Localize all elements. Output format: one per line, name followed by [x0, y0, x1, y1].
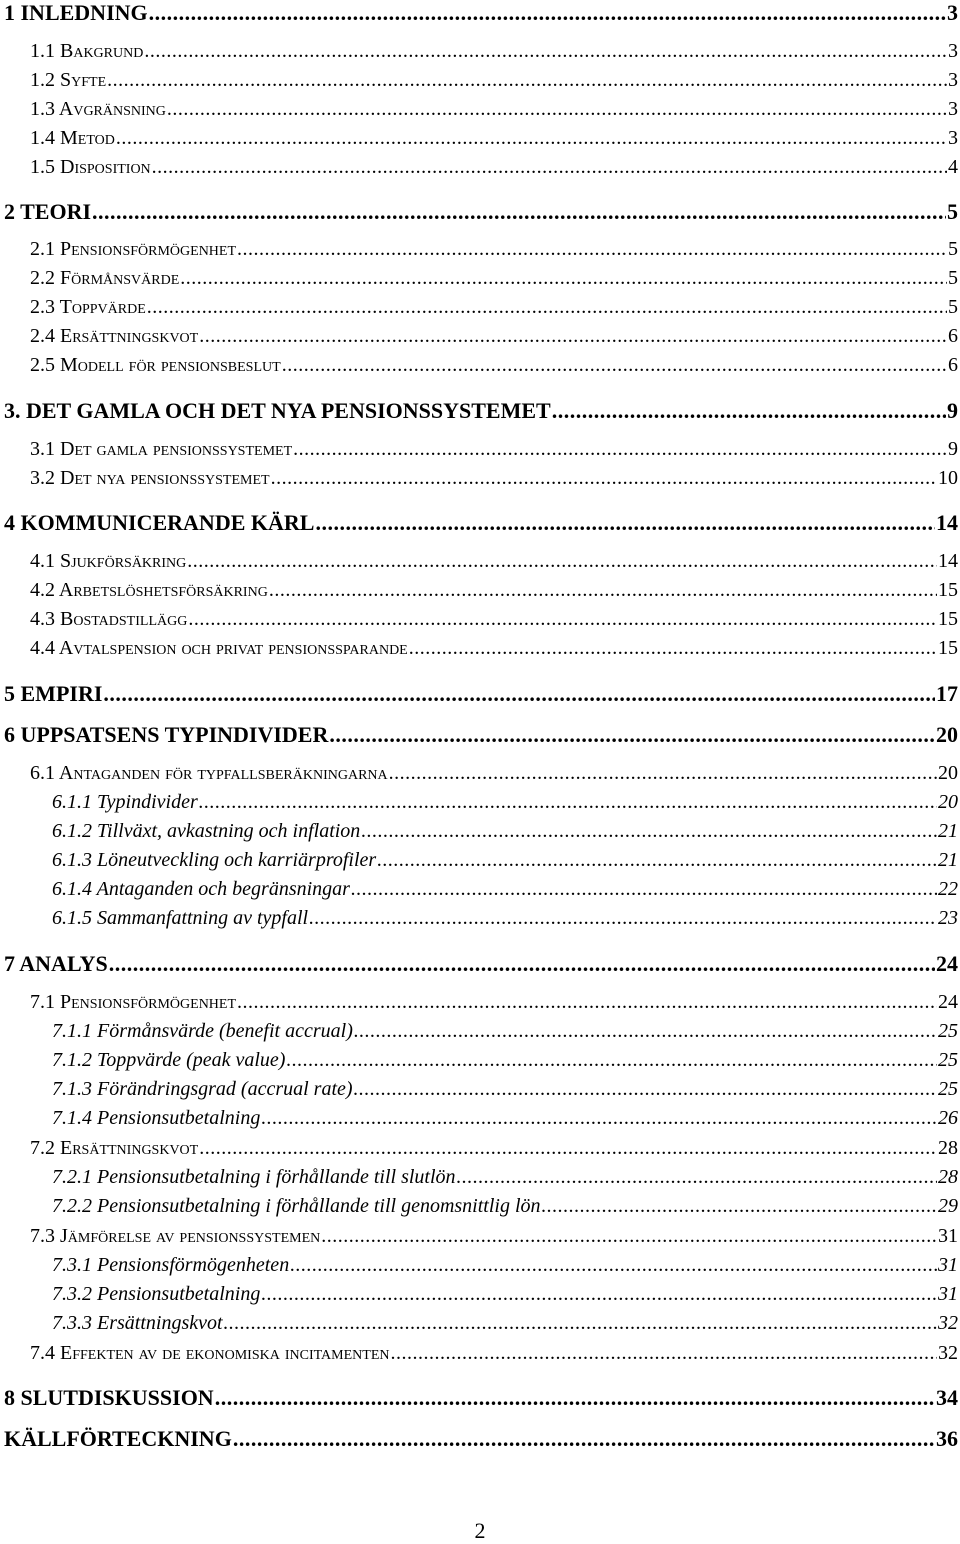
toc-entry[interactable] — [0, 1166, 960, 1192]
toc-entry-title: 6.1.1 Typindivider — [52, 791, 198, 813]
toc-entry-title: 2.4 Ersättningskvot — [30, 325, 199, 347]
toc-entry-title: 7.1.1 Förmånsvärde (benefit accrual) — [52, 1020, 353, 1042]
toc-entry[interactable] — [0, 1342, 960, 1368]
toc-entry-page: 15 — [938, 608, 958, 630]
toc-dot-leader — [92, 199, 946, 225]
toc-entry[interactable] — [0, 1283, 960, 1309]
toc-dot-leader — [542, 1195, 937, 1218]
toc-entry-page: 5 — [948, 296, 958, 318]
toc-entry[interactable] — [0, 1312, 960, 1338]
toc-entry[interactable] — [0, 127, 960, 153]
toc-entry-page: 24 — [938, 991, 958, 1013]
toc-entry-title: 2 TEORI — [4, 199, 92, 224]
toc-entry-page: 14 — [938, 550, 958, 572]
toc-entry[interactable] — [0, 156, 960, 182]
toc-entry-title: 4.1 Sjukförsäkring — [30, 550, 187, 572]
toc-entry[interactable] — [0, 398, 960, 424]
toc-dot-leader — [199, 791, 937, 814]
toc-entry[interactable] — [0, 1020, 960, 1046]
toc-entry[interactable] — [0, 1385, 960, 1411]
toc-entry[interactable] — [0, 296, 960, 322]
toc-entry-page: 10 — [938, 467, 958, 489]
toc-entry-title: 4.2 Arbetslöshetsförsäkring — [30, 579, 268, 601]
toc-dot-leader — [167, 98, 947, 121]
toc-entry-title: 7.2.2 Pensionsutbetalning i förhållande till genomsnittlig lön — [52, 1195, 541, 1217]
toc-entry-page: 20 — [936, 722, 958, 747]
toc-entry[interactable] — [0, 1225, 960, 1251]
toc-entry[interactable] — [0, 878, 960, 904]
toc-entry-title: 7.2.1 Pensionsutbetalning i förhållande till slutlön — [52, 1166, 456, 1188]
toc-entry[interactable] — [0, 199, 960, 225]
toc-entry-title: 1.1 Bakgrund — [30, 40, 144, 62]
toc-entry[interactable] — [0, 637, 960, 663]
toc-entry-page: 15 — [938, 579, 958, 601]
toc-dot-leader — [152, 156, 947, 179]
toc-entry[interactable] — [0, 438, 960, 464]
toc-entry-page: 29 — [938, 1195, 958, 1217]
toc-entry[interactable] — [0, 98, 960, 124]
toc-entry-title: 7.3 Jämförelse av pensionssystemen — [30, 1225, 321, 1247]
toc-dot-leader — [286, 1049, 937, 1072]
toc-entry[interactable] — [0, 762, 960, 788]
toc-dot-leader — [144, 40, 947, 63]
toc-entry-page: 3 — [948, 127, 958, 149]
toc-dot-leader — [199, 1137, 937, 1160]
toc-dot-leader — [271, 467, 937, 490]
toc-dot-leader — [269, 579, 937, 602]
toc-entry-title: 6.1.5 Sammanfattning av typfall — [52, 907, 309, 929]
toc-entry-page: 36 — [936, 1426, 958, 1451]
toc-entry[interactable] — [0, 238, 960, 264]
toc-entry-title: 7.1.3 Förändringsgrad (accrual rate) — [52, 1078, 353, 1100]
toc-entry-page: 5 — [948, 238, 958, 260]
toc-dot-leader — [147, 296, 947, 319]
toc-dot-leader — [457, 1166, 937, 1189]
toc-entry-page: 3 — [948, 69, 958, 91]
toc-entry-page: 17 — [936, 681, 958, 706]
toc-entry-page: 6 — [948, 354, 958, 376]
page-number: 2 — [474, 1518, 486, 1543]
toc-entry[interactable] — [0, 69, 960, 95]
toc-entry-page: 14 — [936, 510, 958, 535]
toc-entry-title: KÄLLFÖRTECKNING — [4, 1426, 232, 1451]
toc-dot-leader — [215, 1385, 935, 1411]
toc-entry-title: 7.3.1 Pensionsförmögenheten — [52, 1254, 290, 1276]
toc-dot-leader — [199, 325, 947, 348]
toc-entry-title: 3.2 Det nya pensionssystemet — [30, 467, 270, 489]
toc-dot-leader — [391, 1342, 938, 1365]
toc-dot-leader — [187, 550, 937, 573]
toc-entry-page: 25 — [938, 1078, 958, 1100]
toc-entry-page: 31 — [938, 1254, 958, 1276]
toc-entry[interactable] — [0, 267, 960, 293]
toc-entry-title: 6.1.4 Antaganden och begränsningar — [52, 878, 350, 900]
toc-entry-title: 6.1 Antaganden för typfallsberäkningarna — [30, 762, 388, 784]
toc-entry-page: 5 — [947, 199, 958, 224]
toc-entry[interactable] — [0, 722, 960, 748]
toc-dot-leader — [237, 991, 937, 1014]
toc-entry[interactable] — [0, 1078, 960, 1104]
toc-entry-title: 2.3 Toppvärde — [30, 296, 146, 318]
toc-entry-title: 7.4 Effekten av de ekonomiska incitamenten — [30, 1342, 390, 1364]
toc-entry[interactable] — [0, 1195, 960, 1221]
toc-entry-title: 7.3.2 Pensionsutbetalning — [52, 1283, 261, 1305]
toc-entry-title: 6.1.2 Tillväxt, avkastning och inflation — [52, 820, 361, 842]
toc-dot-leader — [290, 1254, 937, 1277]
toc-entry-title: 2.2 Förmånsvärde — [30, 267, 180, 289]
toc-dot-leader — [116, 127, 947, 150]
toc-entry-title: 1.4 Metod — [30, 127, 115, 149]
toc-entry[interactable] — [0, 791, 960, 817]
toc-entry-page: 15 — [938, 637, 958, 659]
toc-entry-title: 6 UPPSATSENS TYPINDIVIDER — [4, 722, 329, 747]
toc-entry-page: 23 — [938, 907, 958, 929]
toc-dot-leader — [224, 1312, 937, 1335]
toc-entry-page: 32 — [938, 1342, 958, 1364]
toc-entry[interactable] — [0, 1426, 960, 1452]
toc-entry-title: 7.2 Ersättningskvot — [30, 1137, 199, 1159]
toc-entry-page: 28 — [938, 1137, 958, 1159]
toc-entry-title: 2.5 Modell för pensionsbeslut — [30, 354, 281, 376]
toc-dot-leader — [261, 1283, 937, 1306]
toc-entry-title: 5 EMPIRI — [4, 681, 103, 706]
toc-dot-leader — [354, 1078, 937, 1101]
toc-dot-leader — [409, 637, 937, 660]
toc-entry-title: 4.4 Avtalspension och privat pensionssparande — [30, 637, 408, 659]
toc-entry-page: 28 — [938, 1166, 958, 1188]
toc-entry[interactable] — [0, 510, 960, 536]
toc-entry-title: 1.2 Syfte — [30, 69, 107, 91]
toc-dot-leader — [237, 238, 947, 261]
toc-entry-title: 4 KOMMUNICERANDE KÄRL — [4, 510, 315, 535]
toc-entry-page: 21 — [938, 820, 958, 842]
toc-dot-leader — [329, 722, 935, 748]
toc-entry[interactable] — [0, 1049, 960, 1075]
toc-entry-title: 7.1 Pensionsförmögenhet — [30, 991, 237, 1013]
toc-entry[interactable] — [0, 1254, 960, 1280]
toc-entry-page: 34 — [936, 1385, 958, 1410]
toc-entry[interactable] — [0, 0, 960, 26]
toc-dot-leader — [149, 0, 946, 26]
toc-entry-page: 3 — [948, 40, 958, 62]
toc-entry-page: 20 — [938, 762, 958, 784]
toc-dot-leader — [377, 849, 937, 872]
toc-entry-title: 8 SLUTDISKUSSION — [4, 1385, 214, 1410]
toc-entry[interactable] — [0, 1107, 960, 1133]
toc-entry-title: 3. DET GAMLA OCH DET NYA PENSIONSSYSTEMET — [4, 398, 551, 423]
toc-entry-page: 25 — [938, 1049, 958, 1071]
toc-entry-page: 26 — [938, 1107, 958, 1129]
toc-entry-title: 7.3.3 Ersättningskvot — [52, 1312, 223, 1334]
toc-dot-leader — [293, 438, 947, 461]
toc-entry-page: 25 — [938, 1020, 958, 1042]
toc-entry[interactable] — [0, 550, 960, 576]
toc-entry[interactable] — [0, 579, 960, 605]
toc-entry[interactable] — [0, 991, 960, 1017]
toc-entry-title: 7.1.4 Pensionsutbetalning — [52, 1107, 261, 1129]
toc-dot-leader — [282, 354, 947, 377]
toc-entry[interactable] — [0, 1137, 960, 1163]
toc-entry-title: 1.3 Avgränsning — [30, 98, 166, 120]
toc-entry-title: 4.3 Bostadstillägg — [30, 608, 188, 630]
toc-dot-leader — [361, 820, 937, 843]
toc-entry-page: 24 — [936, 951, 958, 976]
toc-entry-title: 7 ANALYS — [4, 951, 108, 976]
toc-dot-leader — [109, 951, 935, 977]
toc-entry[interactable] — [0, 467, 960, 493]
toc-dot-leader — [188, 608, 937, 631]
toc-entry[interactable] — [0, 325, 960, 351]
toc-dot-leader — [321, 1225, 937, 1248]
toc-entry-title: 1 INLEDNING — [4, 0, 148, 25]
toc-dot-leader — [315, 510, 935, 536]
toc-dot-leader — [354, 1020, 937, 1043]
toc-entry-page: 9 — [947, 398, 958, 423]
toc-entry[interactable] — [0, 951, 960, 977]
toc-dot-leader — [389, 762, 937, 785]
toc-entry-title: 3.1 Det gamla pensionssystemet — [30, 438, 293, 460]
toc-entry-title: 2.1 Pensionsförmögenhet — [30, 238, 237, 260]
toc-entry[interactable] — [0, 40, 960, 66]
toc-entry-page: 9 — [948, 438, 958, 460]
toc-dot-leader — [103, 681, 935, 707]
toc-entry-page: 32 — [938, 1312, 958, 1334]
toc-entry-page: 31 — [938, 1225, 958, 1247]
toc-entry-page: 21 — [938, 849, 958, 871]
toc-entry[interactable] — [0, 820, 960, 846]
toc-dot-leader — [261, 1107, 937, 1130]
toc-dot-leader — [233, 1426, 935, 1452]
toc-entry-page: 20 — [938, 791, 958, 813]
toc-dot-leader — [107, 69, 947, 92]
toc-entry-page: 31 — [938, 1283, 958, 1305]
toc-entry-title: 1.5 Disposition — [30, 156, 151, 178]
toc-dot-leader — [552, 398, 946, 424]
toc-entry-page: 6 — [948, 325, 958, 347]
toc-entry[interactable] — [0, 849, 960, 875]
toc-entry-page: 4 — [948, 156, 958, 178]
toc-entry[interactable] — [0, 907, 960, 933]
toc-dot-leader — [351, 878, 937, 901]
toc-dot-leader — [180, 267, 947, 290]
toc-entry-page: 22 — [938, 878, 958, 900]
toc-entry-page: 3 — [947, 0, 958, 25]
toc-dot-leader — [309, 907, 937, 930]
toc-entry-page: 3 — [948, 98, 958, 120]
toc-entry[interactable] — [0, 354, 960, 380]
toc-entry[interactable] — [0, 681, 960, 707]
toc-entry-title: 7.1.2 Toppvärde (peak value) — [52, 1049, 286, 1071]
toc-entry-page: 5 — [948, 267, 958, 289]
toc-entry[interactable] — [0, 608, 960, 634]
toc-entry-title: 6.1.3 Löneutveckling och karriärprofiler — [52, 849, 377, 871]
